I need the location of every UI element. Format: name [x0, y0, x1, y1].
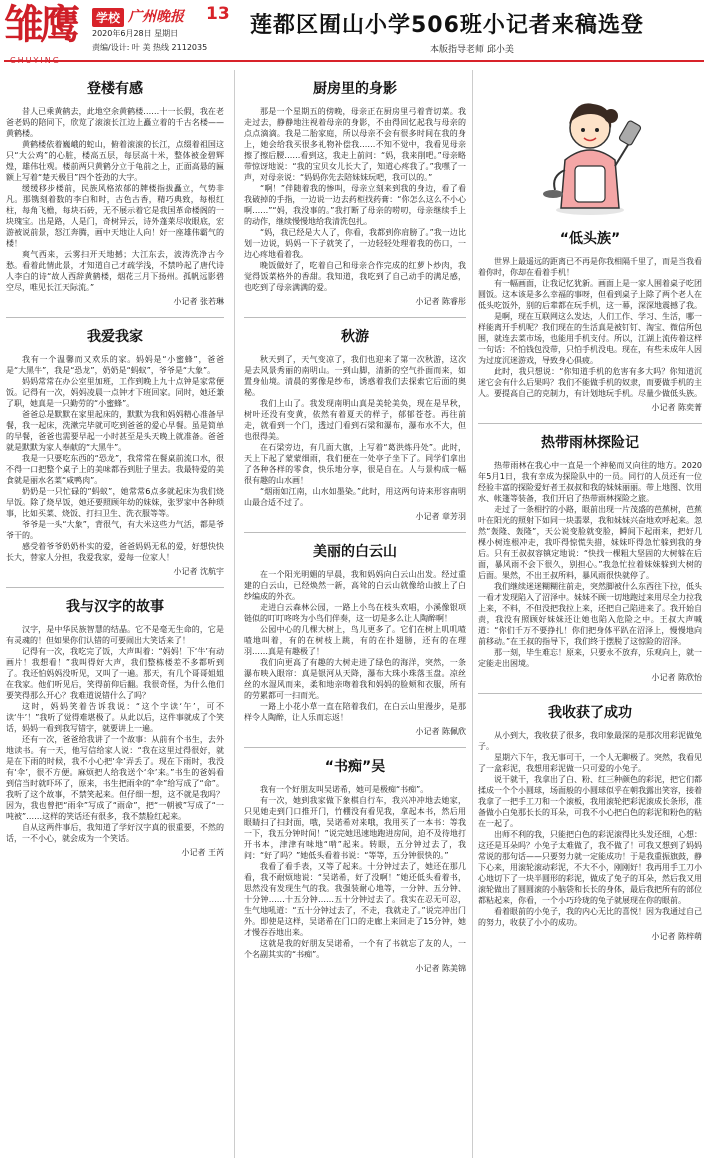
paragraph: 我是一只要吃东西的“恐龙”，我常常在餐桌前流口水，很不得一口把整个桌子上的美味都吞到肚子里去。我最特爱的美食就是丽水名菜“咸鸭肉”。 — [6, 454, 224, 485]
paragraph: 秋天到了，天气变凉了，我们也迎来了第一次秋游，这次是去风景秀丽的南明山。一到山脚，清新的空气扑面而来，如置身仙境。清晨的雾像是纱布，诱惑着我们去探索它后面的奥秘。 — [244, 355, 466, 397]
paragraph: 我有一个温馨而又欢乐的家。妈妈是“小蜜蜂”，爸爸是“大黑牛”，我是“恐龙”，奶奶是“蚂蚁”，爷爷是“大象”。 — [6, 355, 224, 375]
byline: 小记者 王芮 — [181, 848, 224, 857]
article-body — [6, 354, 224, 563]
paragraph: 这时，妈妈笑着告诉我说：“这个字读‘午’，可不读‘牛’！”我听了觉得难堪极了。从此以后，这件事就成了个笑话，妈妈一看到我写错字，就要讲上一遍。 — [6, 702, 224, 733]
paragraph: 缓缓移步楼前，民族风格浓郁的牌楼指拔矗立，气势非凡。那镌刻着数的李白和时，古色古香，精巧典致，每根红柱，每角飞檐，每块石砖，无不展示着它是我国革命楼阁的一块瑰宝。出是路，人是门，奇树异云，诗外蓬莱尽收眼底，宏游被说前景，怒江奔腾，画中天地让人向！好一座雄伟霸气的楼！ — [6, 184, 224, 248]
page-number: 13 — [206, 4, 230, 24]
paragraph: 我们继续迷迷糊糊往前走，突然脚被什么东西往下拉，低头一看才发现陷入了沼泽中。妹妹不顾一切地跑过来用尽全力拉我上来，不料，不但没把我拉上来，还把自己陷进来了。我开始自责，我没有照顾好妹妹还让她也陷入危险之中。王叔大声喊道：“你们千万不要挣扎！你们把身体平趴在沼泽上，慢慢地向前移动。”在王叔的指导下，我们终于摆脱了这惊险的沼泽。 — [478, 582, 702, 646]
article-title: 登楼有感 — [87, 81, 143, 97]
article-title: 秋游 — [341, 329, 369, 345]
paragraph: 昔人已乘黄鹤去，此地空余黄鹤楼……十一长假，我在老爸老妈的陪同下，欣览了滚滚长江边上矗立着的千古名楼——黄鹤楼。 — [6, 107, 224, 138]
article-body — [478, 730, 702, 928]
column-right — [478, 70, 702, 952]
article-baiyunshan — [244, 541, 466, 737]
paragraph: 爷爷是一头“大象”，背很气，有大米这些力气活，都是爷爷干的。 — [6, 520, 224, 540]
article-wojia — [6, 326, 224, 577]
paragraph: 走进白云森林公园，一路上小鸟在枝头欢唱，小溪像银项链似的叮叮咚咚为小鸟们伴奏，这一切是多么让人陶醉啊！ — [244, 603, 466, 623]
paragraph: 我们上山了。我发现南明山真是美轮美奂，现在是早秋，树叶还没有变黄，依然有着夏天的样子，郁郁苍苍。再往前走，就看到一个门，透过门看到石梁和瀑布，瀑布水不大，但也很得美。 — [244, 399, 466, 441]
teacher-credit: 本版指导老师 邱小美 — [430, 45, 514, 55]
paragraph: 是啊，现在互联网这么发达，人们工作、学习、生活，哪一样能离开手机呢？我们现在的生活真是被钉钉、淘宝、微信所包围，就连去菜市场，也能用手机支付。所以，江湖上流传着这样一句话：不怕钱包没带，只怕手机没电。现在，有些未成年人因为过度沉迷游戏，导致身心俱疲。 — [478, 312, 702, 365]
paragraph: “妈，我已经是大人了，你看，我都到你肩膀了。”我一边比划一边说，妈妈一下子就笑了，一边轻轻处理着我的伤口，一边心疼地看着我。 — [244, 228, 466, 259]
byline: 小记者 陈欣怡 — [651, 673, 702, 682]
article-qiuyou — [244, 326, 466, 522]
paragraph: 公园中心的几棵大树上，鸟儿更多了。它们在树上叽叽喳喳地叫着，有的在树枝上跳，有的在扑翅膀，还有的在理羽……真是有趣极了！ — [244, 625, 466, 656]
editor-credit: 责编/设计: 叶 美 热线 2112035 — [92, 43, 208, 52]
paragraph: 汉字，是中华民族智慧的结晶。它不是毫无生命的，它是有灵魂的！但如果你们认错的可要闹出大笑话来了！ — [6, 625, 224, 645]
paragraph: 感受着爷爷奶奶朴实的爱，爸爸妈妈无私的爱，好想快快长大，替家人分担，我爱我家，爱每一位家人！ — [6, 542, 224, 562]
article-title: 我爱我家 — [87, 329, 143, 345]
column-left — [6, 70, 224, 868]
paragraph: 晚饭做好了，吃着自己和母亲合作完成的红萝卜炒肉，我觉得饭菜格外的香甜。我知道，我吃到了自己动手的满足感，也吃到了母亲满满的爱。 — [244, 261, 466, 292]
paragraph: 那一刻，毕生难忘！原来，只要永不放弃，乐观向上，就一定能走出困境。 — [478, 648, 702, 668]
column-divider — [472, 70, 473, 1158]
section-tag: 学校 — [92, 8, 124, 27]
article-body — [244, 106, 466, 293]
paragraph: 热带雨林在我心中一直是一个神秘而又向往的地方。2020年5月1日，我有幸成为探险队中的一员。同行的人员还有一位经验丰富的探险爱好者王叔叔和我的妹妹丽丽。带上地图、饮用水、帐篷等装备，我们开启了热带雨林探险之旅。 — [478, 461, 702, 503]
article-divider — [244, 317, 466, 318]
paragraph: 星期六下午，我无事可干，一个人无聊极了。突然，我看见了一盒彩泥，我想用彩泥做一只可爱的小兔子。 — [478, 753, 702, 773]
paragraph: 那是一个星期五的傍晚，母亲正在厨房里弓着背切菜。我走过去，静静地注视着母亲的身影，不由得回忆起我与母亲的点点滴滴。我是二胎家庭，所以母亲不会有很多时间在我的身上，她会给我买很多礼物补偿我……不知不觉中，我看见母亲擦了擦后腰……看到这，我走上前问：“妈，我来削吧。”母亲略带惊讶地说：“我的宝贝女儿长大了，知道心疼我了。”我嘿了一声，对母亲说：“妈妈你先去陪妹妹玩吧，我可以的。” — [244, 107, 466, 182]
column-middle — [244, 70, 466, 984]
article-body — [478, 256, 702, 399]
paragraph: 我看了看手表，又等了起来。十分钟过去了，她还在那几看，我不耐烦地说：“吴诺希，好了没啊！”她还低头看着书，思然没有发现生气的我。我强装耐心地等，一分钟、五分钟、十分钟……十五分钟……五十分钟过去了。我实在忍无可忍，生气地吼道：“五十分钟过去了，不走，我就走了。”说完冲出门外。即使是这样，吴诺希在门口的走廊上来回走了15分钟，她才慢吞吞地出来。 — [244, 862, 466, 937]
article-title: 厨房里的身影 — [313, 81, 397, 97]
paragraph: 看着眼前的小兔子，我的内心无比的喜悦！因为我通过自己的努力，收获了小小的成功。 — [478, 907, 702, 927]
article-shuchi — [244, 756, 466, 974]
header-divider — [4, 60, 704, 62]
logo-subtext — [6, 48, 61, 67]
article-divider — [244, 532, 466, 533]
article-title: 热带雨林探险记 — [541, 435, 639, 451]
article-body — [478, 460, 702, 669]
byline: 小记者 张若琳 — [173, 297, 224, 306]
paragraph: 还有一次，爸爸给我讲了一个故事：从前有个书生，去外地读书。有一天，他写信给家人说：“我在这里过得很好，就是在下雨的时候，我不小心把‘伞’弄丢了。现在下雨时，我没有‘伞’，很不方便。麻烦把人给我送个‘伞’来。”书生的爸妈看到信当时就吓坏了，原来，书生把雨伞的“伞”给写成了“命”。我听了这个故事，不禁笑起来。但仔细一想，这不就是我吗？因为，我也曾把“雨伞”写成了“雨命”，把“一朝被”写成了“一吨被”……这样的笑话还有很多，我不禁脸红起来。 — [6, 735, 224, 821]
article-denglou — [6, 78, 224, 307]
issue-date: 2020年6月28日 星期日 — [92, 29, 179, 38]
paragraph: 在石梁旁边，有几面大旗，上写着“葛洪炼丹处”。此时，天上下起了蒙蒙细雨，我们便在一处亭子坐下了。同学们拿出了各种各样的零食，快乐地分享，很是自在。人与景构成一幅很有趣的山水画！ — [244, 443, 466, 485]
article-title: “书痴”吴 — [324, 759, 386, 775]
byline: 小记者 沈航宇 — [173, 567, 224, 576]
article-divider — [478, 423, 702, 424]
mom-cooking-icon — [535, 70, 645, 220]
article-divider — [244, 747, 466, 748]
paragraph: 爸爸总是默默在家里起床的，默默为我和妈妈精心准备早餐，我一起床，洗漱完毕就可吃到爸爸的爱心早餐。虽是简单的早餐，爸爸也需要早起一小时甚至是头天晚上就准备。爸爸就是默默为家人奉献的“大黑牛”。 — [6, 410, 224, 452]
paragraph: 有一幅画面，让我记忆犹新。画面上是一家人围着桌子吃团圆饭。这本该是多么幸福的事呀，但看到桌子上除了两个老人在低头吃饭外，别的后辈都在玩手机，这一幕，深深地震撼了我。 — [478, 279, 702, 310]
logo-text: 雏鹰 — [4, 1, 76, 48]
paragraph: 世界上最遥远的距离已不再是你我相隔千里了，而是当我看着你时，你却在看着手机！ — [478, 257, 702, 277]
paragraph: “烟雨如江南，山水如墨染。”此时，用这两句诗来形容南明山最合适不过了。 — [244, 487, 466, 507]
article-hanzi — [6, 596, 224, 858]
article-redian — [478, 432, 702, 683]
column-divider — [234, 70, 235, 1158]
paragraph: 奶奶是一只忙碌的“蚂蚁”，她常常6点多就起床为我们烧早饭。除了烧早饭，她还要照顾年幼的妹妹，张罗家中各种琐事，比如买菜、烧饭、打扫卫生、洗衣服等等。 — [6, 487, 224, 518]
article-body — [244, 569, 466, 723]
paragraph: 出师不利的我，只能把白色的彩泥滚得比头发还细，心想：这还是耳朵吗？小兔子太难做了，我不做了！可我又想到了妈妈常说的那句话——只要努力就一定能成功！于是我重振旗鼓，静下心来，用滚轮滚动彩泥，不大不小，刚刚好！我再用手工刀小心地切下了一块半圆形的彩泥，做成了兔子的耳朵，然后我又用滚轮做出了圆圆滚的小脑袋和长长的身体，最后我把所有的部位都粘起来，你看，一个小巧玲珑的兔子就展现在你的眼前。 — [478, 830, 702, 905]
article-body — [244, 784, 466, 960]
article-title: 我收获了成功 — [548, 705, 632, 721]
paragraph: 走过了一条相拧的小路，眼前出现一片茂盛的芭蕉树，芭蕉叶在阳光的照射下如同一块翡翠，我和妹妹兴奋地欢呼起来。忽然“轰隆、轰隆”，天公说变脸就变脸，瞬间下起雨来，把好几棵小树连根冲走，我吓得惊慌失措，妹妹吓得急忙躲到我的身后。只有王叔叔容镇定地说：“快找一棵粗大坚固的大树躲在后面，暴风雨不会下很久，别担心。”我急忙拉着妹妹躲到大树的后面。果然，不出王叔所料，暴风雨很快就停了。 — [478, 505, 702, 580]
article-body — [244, 354, 466, 508]
paper-name: 广州晚报 — [128, 9, 184, 25]
article-ditouzu — [478, 228, 702, 413]
paragraph: 我有一个好朋友叫吴诺希，她可是极痴“书痴”。 — [260, 785, 429, 794]
paragraph: 黄鹤楼依着巍峨的蛇山，俯着滚滚的长江，点缀着祖国这只“大公鸡”的心脏，楼高五层，每层高十米，整体被金碧辉煌，雄伟壮观。楼前两只黄鹤分立于龟前之上，正面高悬的匾额上写着“楚天极目”四个苍劲的大字。 — [6, 140, 224, 182]
article-chenggong — [478, 702, 702, 942]
paragraph: 从小到大，我收获了很多，我印象最深的是那次用彩泥做兔子。 — [478, 731, 702, 751]
paragraph: 记得有一次，我吃完了饭，大声叫着：“妈妈！下‘牛’有动画片！我想看！”我叫得好大声，我们整栋楼差不多都听到了。我还怕妈妈没听见，又叫了一遍。那天，有几个哥哥姐姐在我家。他们听见后，笑得前仰后翻。我很奇怪，为什么他们要笑得那么开心？我难道说错什么了吗？ — [6, 647, 224, 700]
article-title: 美丽的白云山 — [313, 544, 397, 560]
paragraph: 此时，我只想说：“你知道手机的危害有多大吗？你知道沉迷它会有什么后果吗？我们不能做手机的奴隶，而要做手机的主人。要提高自己的克制力，有计划地玩手机。尽量少做低头族。 — [478, 367, 702, 398]
byline: 小记者 陈睿彤 — [415, 297, 466, 306]
article-title: 我与汉字的故事 — [66, 599, 164, 615]
article-body — [6, 106, 224, 293]
paragraph: 这就是我的好朋友吴诺希，一个有了书就忘了友的人，一个名副其实的“书痴”。 — [244, 939, 466, 959]
paragraph: 一路上小花小草一直在陪着我们，在白云山里漫步，是那样令人陶醉，让人乐而忘返！ — [244, 702, 466, 722]
article-body — [6, 624, 224, 844]
paragraph: 妈妈常常在办公室里加班，工作到晚上九十点钟是家常便饭。记得有一次，妈妈凌晨一点钟才下班回家。同时，她还兼了职，她真是一只勤劳的“小蜜蜂”。 — [6, 377, 224, 408]
paragraph: 我们向更高了有趣的大树走进了绿色的海洋，突然，一条瀑布映入眼帘：真是银河从天降，瀑布大珠小珠落玉盘。凉丝丝的水湿风而来，柔和地亲吻着我和妈妈的脸颊和衣服，所有的劳累都可一扫而光。 — [244, 658, 466, 700]
paragraph: 爽气西来，云雾扫开天地撼；大江东去，波涛洗净古今愁。看着此情此景，才知道自己才疏学浅，不禁吟起了唐代诗人李白的诗“故人西辞黄鹤楼，烟花三月下扬州。孤帆远影碧空尽，唯见长江天际流。” — [6, 250, 224, 292]
article-title: “低头族” — [559, 231, 621, 247]
article-divider — [6, 317, 224, 318]
paragraph: 说干就干，我拿出了白、粉、红三种颜色的彩泥，把它们都揉成一个个小圆球，场面般的小圆球似乎在朝我露出笑容，接着我拿了一把手工刀和一个滚板，我用滚轮把彩泥滚成长条形，准备做小白兔那长长的耳朵，可我不小心把白色的彩泥和粉色的粘在一起了。 — [478, 775, 702, 828]
paragraph: 在一个阳光明媚的早晨，我和妈妈向白云山出发。经过重建的白云山，已经焕然一新，高耸的白云山就像给山披上了白纱编成的外衣。 — [244, 570, 466, 601]
paragraph: 自从这两件事后，我知道了学好汉字真的很重要，不然的话，一不小心，就会成为一个笑话。 — [6, 823, 224, 843]
article-chufang — [244, 78, 466, 307]
byline: 小记者 陈佩欣 — [415, 727, 466, 736]
byline: 小记者 陈美锦 — [415, 964, 466, 973]
page-title: 莲都区囿山小学506班小记者来稿选登 — [250, 13, 644, 38]
paragraph: 有一次，她到我家做下象棋自行车，我兴冲冲地去她家，只见她走到门口推开门，竹棚没有看见我，拿起本书，然后用眼睛扫了扫封面，哦，吴诺希对来哦，我用买了一本书：等我一下，我五分钟时间！”说完她迅速地跑进房间，迫不及待地打开书本，津津有味地“啃”起来。转眼，五分钟过去了，我问：“好了吗？”她低头看着书说：“等等，五分钟很快的。” — [244, 796, 466, 860]
article-divider — [478, 693, 702, 694]
article-divider — [6, 587, 224, 588]
byline: 小记者 陈梓萌 — [651, 932, 702, 941]
byline: 小记者 章芳羽 — [415, 512, 466, 521]
byline: 小记者 陈奕菁 — [651, 403, 702, 412]
paragraph: “啊！”伴随着我的惨叫，母亲立刻来到我的身边，看了看我破掉的手指，一边说一边去药柜找药膏：“你怎么这么不小心啊……”“妈，我没事的。”我打断了母亲的唠叨，母亲继续手上的动作，继续慢慢地给我清洗包扎。 — [244, 184, 466, 226]
